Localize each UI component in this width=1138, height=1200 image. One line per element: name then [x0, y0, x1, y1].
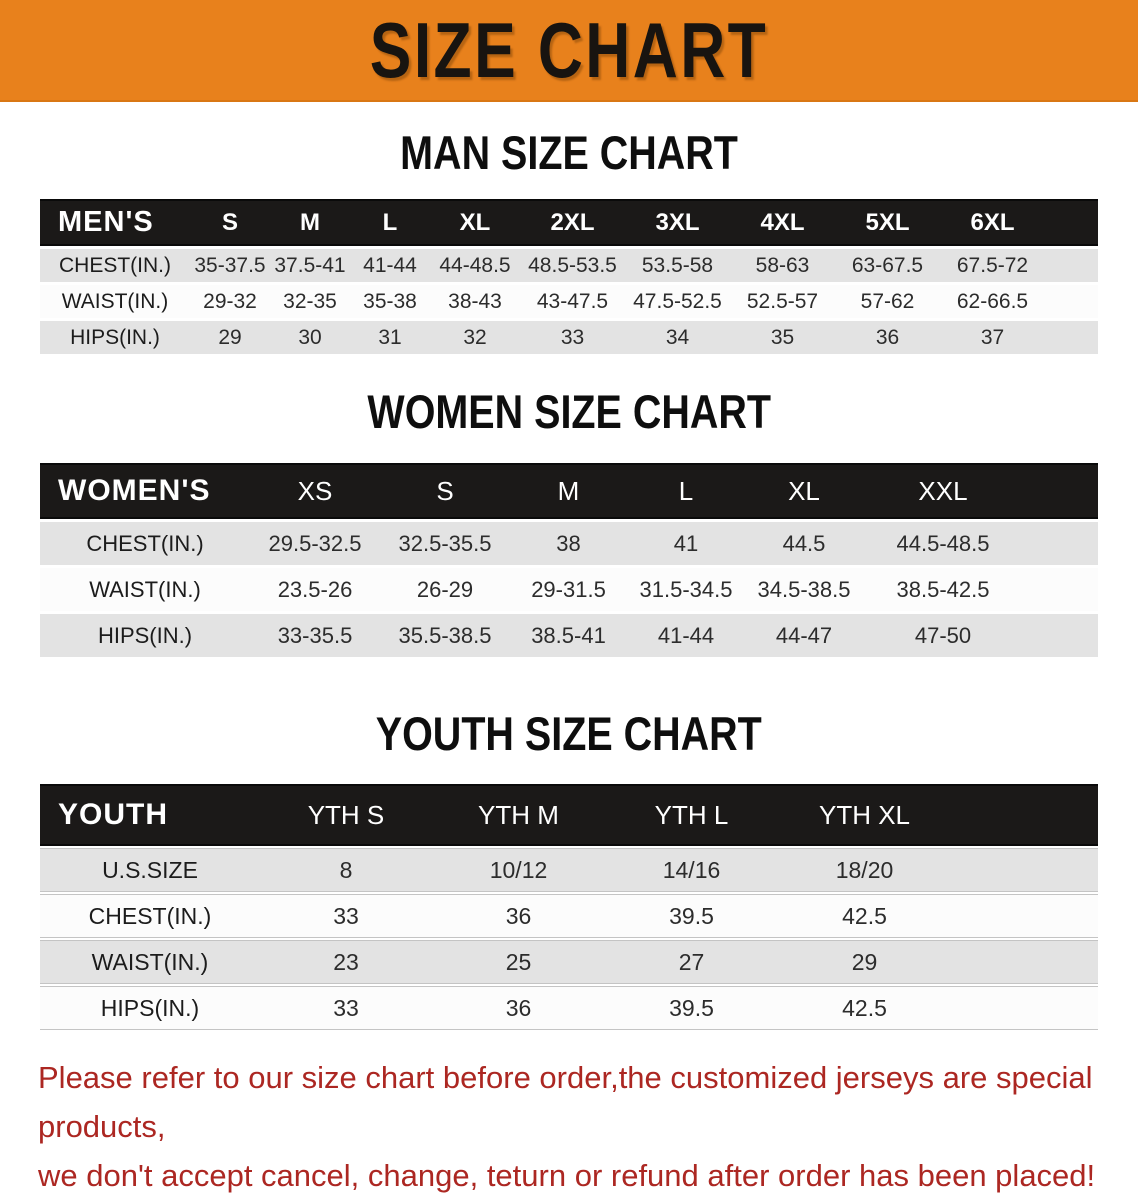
row-label: CHEST(IN.): [40, 249, 190, 282]
size-cell: 57-62: [835, 285, 940, 318]
size-cell: 38: [510, 522, 627, 565]
disclaimer-note: [38, 1053, 1108, 1200]
table-row: [40, 522, 1098, 565]
size-cell: 29-32: [190, 285, 270, 318]
size-cell: 36: [432, 986, 605, 1030]
size-cell: 39.5: [605, 986, 778, 1030]
size-cell: 35-38: [350, 285, 430, 318]
women-header-row: [40, 463, 1098, 519]
size-cell: 29-31.5: [510, 568, 627, 611]
size-cell: 41-44: [627, 614, 745, 657]
size-chart-banner: [0, 0, 1138, 102]
size-cell: 27: [605, 940, 778, 984]
size-cell: 43-47.5: [520, 285, 625, 318]
youth-section-heading-text: YOUTH SIZE CHART: [375, 707, 763, 760]
column-header: L: [350, 199, 430, 246]
size-cell: 37: [940, 321, 1045, 354]
column-header: 2XL: [520, 199, 625, 246]
row-label: WAIST(IN.): [40, 285, 190, 318]
row-spacer: [951, 986, 1098, 1030]
table-row: [40, 986, 1098, 1030]
column-header: XL: [745, 463, 863, 519]
size-cell: 44-48.5: [430, 249, 520, 282]
size-cell: 38.5-41: [510, 614, 627, 657]
size-cell: 14/16: [605, 848, 778, 892]
row-spacer: [951, 894, 1098, 938]
size-cell: 32.5-35.5: [380, 522, 510, 565]
header-spacer: [1045, 199, 1098, 246]
table-row: [40, 614, 1098, 657]
size-cell: 31.5-34.5: [627, 568, 745, 611]
row-spacer: [951, 940, 1098, 984]
size-cell: 41-44: [350, 249, 430, 282]
size-cell: 62-66.5: [940, 285, 1045, 318]
table-row: [40, 321, 1098, 354]
women-size-table: [40, 460, 1098, 660]
women-section-heading: [0, 384, 1138, 439]
size-cell: 23: [260, 940, 432, 984]
youth-header-row: [40, 784, 1098, 846]
banner-title: SIZE CHART: [369, 5, 769, 94]
size-cell: 29: [190, 321, 270, 354]
column-header: S: [380, 463, 510, 519]
header-spacer: [951, 784, 1098, 846]
column-header: 5XL: [835, 199, 940, 246]
size-cell: 42.5: [778, 894, 951, 938]
column-header: YTH M: [432, 784, 605, 846]
column-header: YTH L: [605, 784, 778, 846]
column-header: 3XL: [625, 199, 730, 246]
size-cell: 47.5-52.5: [625, 285, 730, 318]
column-header: YTH S: [260, 784, 432, 846]
size-cell: 47-50: [863, 614, 1023, 657]
size-cell: 36: [432, 894, 605, 938]
size-cell: 37.5-41: [270, 249, 350, 282]
size-cell: 42.5: [778, 986, 951, 1030]
size-cell: 67.5-72: [940, 249, 1045, 282]
row-label: WAIST(IN.): [40, 568, 250, 611]
size-cell: 18/20: [778, 848, 951, 892]
row-label: HIPS(IN.): [40, 614, 250, 657]
table-row: [40, 249, 1098, 282]
row-label: CHEST(IN.): [40, 894, 260, 938]
table-row: [40, 848, 1098, 892]
row-label: HIPS(IN.): [40, 321, 190, 354]
header-spacer: [1023, 463, 1098, 519]
men-size-table: [40, 196, 1098, 357]
size-cell: 53.5-58: [625, 249, 730, 282]
row-spacer: [1045, 285, 1098, 318]
size-cell: 38.5-42.5: [863, 568, 1023, 611]
disclaimer-line-2: we don't accept cancel, change, teturn or refund after order has been placed!: [38, 1158, 1096, 1193]
table-row: [40, 568, 1098, 611]
row-spacer: [1023, 568, 1098, 611]
size-cell: 31: [350, 321, 430, 354]
size-cell: 63-67.5: [835, 249, 940, 282]
column-header: XS: [250, 463, 380, 519]
size-cell: 10/12: [432, 848, 605, 892]
row-label: CHEST(IN.): [40, 522, 250, 565]
column-header: M: [510, 463, 627, 519]
size-cell: 44-47: [745, 614, 863, 657]
size-cell: 44.5-48.5: [863, 522, 1023, 565]
table-row: [40, 285, 1098, 318]
row-spacer: [1023, 522, 1098, 565]
size-cell: 48.5-53.5: [520, 249, 625, 282]
disclaimer-line-1: Please refer to our size chart before order,the customized jerseys are special products,: [38, 1060, 1093, 1144]
youth-header-label: YOUTH: [40, 784, 260, 846]
size-cell: 32: [430, 321, 520, 354]
row-spacer: [1045, 321, 1098, 354]
column-header: M: [270, 199, 350, 246]
column-header: 6XL: [940, 199, 1045, 246]
size-cell: 25: [432, 940, 605, 984]
women-section-heading-text: WOMEN SIZE CHART: [367, 385, 771, 438]
size-cell: 34.5-38.5: [745, 568, 863, 611]
size-cell: 44.5: [745, 522, 863, 565]
column-header: YTH XL: [778, 784, 951, 846]
row-label: WAIST(IN.): [40, 940, 260, 984]
size-cell: 34: [625, 321, 730, 354]
size-cell: 26-29: [380, 568, 510, 611]
size-cell: 35.5-38.5: [380, 614, 510, 657]
size-cell: 36: [835, 321, 940, 354]
column-header: XXL: [863, 463, 1023, 519]
men-header-label: MEN'S: [40, 199, 190, 246]
size-cell: 29: [778, 940, 951, 984]
size-cell: 8: [260, 848, 432, 892]
men-section-heading-text: MAN SIZE CHART: [400, 126, 738, 179]
row-label: HIPS(IN.): [40, 986, 260, 1030]
size-cell: 58-63: [730, 249, 835, 282]
column-header: S: [190, 199, 270, 246]
size-cell: 35: [730, 321, 835, 354]
size-cell: 39.5: [605, 894, 778, 938]
size-cell: 33: [520, 321, 625, 354]
column-header: 4XL: [730, 199, 835, 246]
size-cell: 41: [627, 522, 745, 565]
size-cell: 33: [260, 894, 432, 938]
men-section-heading: [0, 125, 1138, 180]
column-header: L: [627, 463, 745, 519]
table-row: [40, 894, 1098, 938]
size-cell: 35-37.5: [190, 249, 270, 282]
men-header-row: [40, 199, 1098, 246]
size-cell: 33-35.5: [250, 614, 380, 657]
women-header-label: WOMEN'S: [40, 463, 250, 519]
row-spacer: [1023, 614, 1098, 657]
size-cell: 23.5-26: [250, 568, 380, 611]
youth-section-heading: [0, 706, 1138, 761]
table-row: [40, 940, 1098, 984]
size-cell: 33: [260, 986, 432, 1030]
row-spacer: [1045, 249, 1098, 282]
size-cell: 32-35: [270, 285, 350, 318]
youth-size-table: [40, 782, 1098, 1032]
size-cell: 30: [270, 321, 350, 354]
row-spacer: [951, 848, 1098, 892]
size-cell: 52.5-57: [730, 285, 835, 318]
column-header: XL: [430, 199, 520, 246]
size-cell: 38-43: [430, 285, 520, 318]
size-cell: 29.5-32.5: [250, 522, 380, 565]
row-label: U.S.SIZE: [40, 848, 260, 892]
